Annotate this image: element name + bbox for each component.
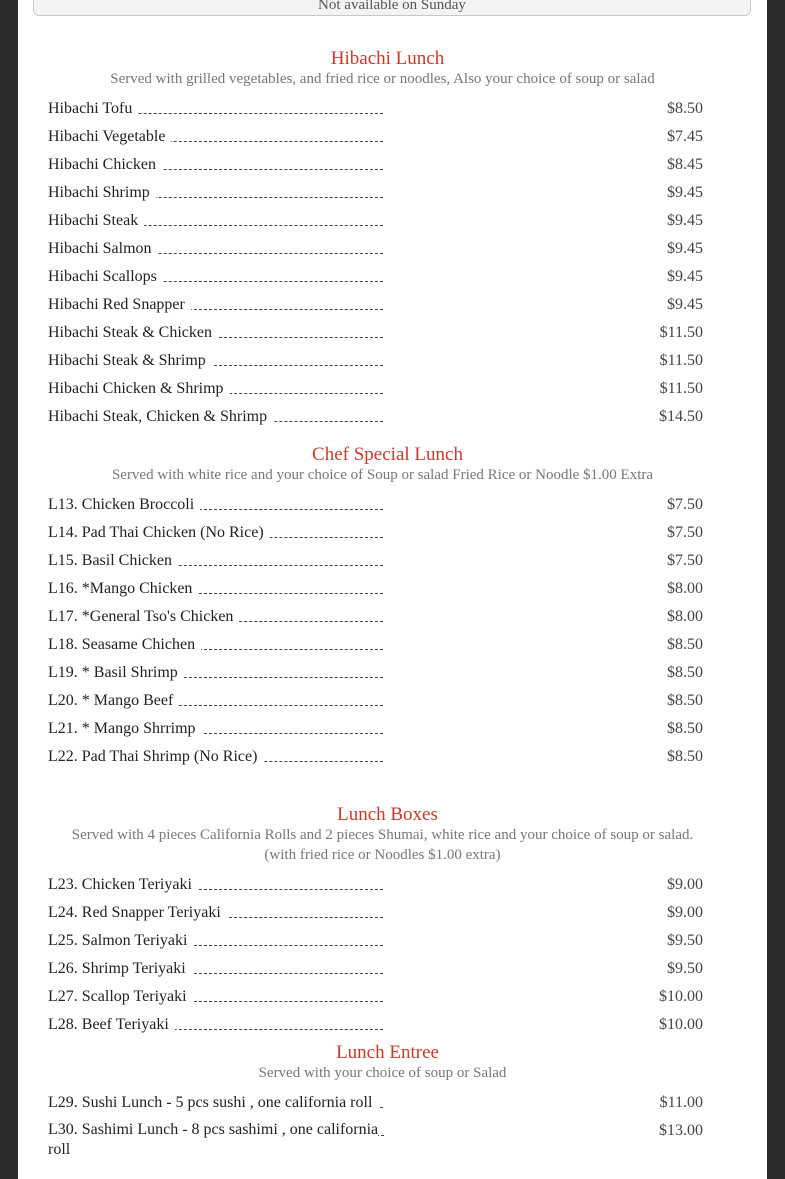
item-price: $10.00 — [659, 1016, 703, 1033]
item-price: $8.50 — [667, 664, 703, 681]
item-price: $11.50 — [659, 380, 703, 397]
item-price: $8.50 — [667, 748, 703, 765]
menu-item — [48, 690, 703, 718]
item-name: L26. Shrimp Teriyaki — [48, 960, 192, 977]
item-name: Hibachi Shrimp — [48, 184, 156, 201]
menu-item — [48, 238, 703, 266]
section-title-hibachi-lunch: Hibachi Lunch — [330, 48, 445, 69]
item-name: Hibachi Steak — [48, 212, 144, 229]
item-price: $8.00 — [667, 580, 703, 597]
item-price: $9.00 — [667, 876, 703, 893]
item-price: $11.50 — [659, 324, 703, 341]
item-price: $11.00 — [659, 1094, 703, 1111]
section-subtitle-lunch-boxes-extra: (with fried rice or Noodles $1.00 extra) — [264, 847, 501, 863]
menu-item — [48, 98, 703, 126]
item-price: $9.50 — [667, 960, 703, 977]
menu-item — [48, 662, 703, 690]
item-price: $7.50 — [667, 524, 703, 541]
item-price: $9.45 — [667, 184, 703, 201]
item-name: L14. Pad Thai Chicken (No Rice) — [48, 524, 270, 541]
item-price: $9.50 — [667, 932, 703, 949]
item-price: $8.00 — [667, 608, 703, 625]
item-name: L20. * Mango Beef — [48, 692, 179, 709]
item-price: $8.50 — [667, 720, 703, 737]
item-price: $9.00 — [667, 904, 703, 921]
menu-item — [48, 406, 703, 434]
availability-notice-text: Not available on Sunday — [318, 0, 466, 13]
section-subtitle-hibachi-lunch: Served with grilled vegetables, and fried rice or noodles, Also your choice of soup or salad — [110, 71, 655, 87]
item-name: L21. * Mango Shrrimp — [48, 720, 202, 737]
item-price: $8.50 — [667, 100, 703, 117]
menu-item — [48, 350, 703, 378]
menu-item — [48, 634, 703, 662]
item-name: L19. * Basil Shrimp — [48, 664, 184, 681]
item-name: L27. Scallop Teriyaki — [48, 988, 193, 1005]
item-name: Hibachi Scallops — [48, 268, 163, 285]
menu-item — [48, 1014, 703, 1042]
menu-item — [48, 746, 703, 774]
item-name: L13. Chicken Broccoli — [48, 496, 200, 513]
menu-item — [48, 718, 703, 746]
menu-item — [48, 182, 703, 210]
item-price: $10.00 — [659, 988, 703, 1005]
item-name: L18. Seasame Chichen — [48, 636, 201, 653]
menu-item — [48, 154, 703, 182]
menu-item — [48, 550, 703, 578]
section-subtitle-lunch-boxes: Served with 4 pieces California Rolls and 2 pieces Shumai, white rice and your choice of soup or salad. — [71, 827, 694, 843]
section-subtitle-chef-special-lunch: Served with white rice and your choice of Soup or salad Fried Rice or Noodle $1.00 Extra — [111, 467, 654, 483]
menu-item — [48, 902, 703, 930]
section-title-lunch-entree: Lunch Entree — [336, 1042, 439, 1063]
item-price: $7.45 — [667, 128, 703, 145]
item-price: $13.00 — [659, 1122, 703, 1139]
item-name: Hibachi Chicken & Shrimp — [48, 380, 230, 397]
item-name: L25. Salmon Teriyaki — [48, 932, 193, 949]
menu-item — [48, 322, 703, 350]
item-name: L29. Sushi Lunch - 5 pcs sushi , one california roll — [48, 1094, 378, 1111]
menu-item — [48, 266, 703, 294]
menu-item — [48, 522, 703, 550]
item-name: L23. Chicken Teriyaki — [48, 876, 198, 893]
item-name: L28. Beef Teriyaki — [48, 1016, 175, 1033]
menu-item — [48, 294, 703, 322]
menu-item — [48, 986, 703, 1014]
item-name: Hibachi Steak & Shrimp — [48, 352, 212, 369]
item-price: $7.50 — [667, 552, 703, 569]
item-name: L22. Pad Thai Shrimp (No Rice) — [48, 748, 263, 765]
item-name: Hibachi Vegetable — [48, 128, 171, 145]
item-price: $9.45 — [667, 296, 703, 313]
item-price: $8.50 — [667, 692, 703, 709]
section-title-chef-special-lunch: Chef Special Lunch — [312, 444, 463, 465]
menu-item — [48, 1092, 703, 1120]
item-name: L30. Sashimi Lunch - 8 pcs sashimi , one california roll — [48, 1121, 379, 1158]
availability-notice — [33, 0, 751, 16]
menu-item — [48, 958, 703, 986]
menu-item — [48, 126, 703, 154]
menu-item — [48, 378, 703, 406]
item-price: $9.45 — [667, 240, 703, 257]
item-name: L24. Red Snapper Teriyaki — [48, 904, 227, 921]
item-name: L17. *General Tso's Chicken — [48, 608, 239, 625]
menu-item — [48, 1120, 703, 1158]
item-name: Hibachi Red Snapper — [48, 296, 191, 313]
item-name: Hibachi Salmon — [48, 240, 158, 257]
item-price: $9.45 — [667, 268, 703, 285]
item-name: Hibachi Steak, Chicken & Shrimp — [48, 408, 273, 425]
item-name: Hibachi Tofu — [48, 100, 138, 117]
menu-item — [48, 874, 703, 902]
menu-panel — [18, 0, 767, 1179]
section-subtitle-lunch-entree: Served with your choice of soup or Salad — [258, 1065, 507, 1081]
item-price: $9.45 — [667, 212, 703, 229]
menu-item — [48, 930, 703, 958]
item-price: $7.50 — [667, 496, 703, 513]
menu-item — [48, 606, 703, 634]
item-price: $14.50 — [659, 408, 703, 425]
menu-item — [48, 210, 703, 238]
menu-item — [48, 578, 703, 606]
section-title-lunch-boxes: Lunch Boxes — [337, 804, 438, 825]
item-price: $8.45 — [667, 156, 703, 173]
menu-item — [48, 494, 703, 522]
item-name: L15. Basil Chicken — [48, 552, 178, 569]
item-name: Hibachi Steak & Chicken — [48, 324, 218, 341]
item-name: Hibachi Chicken — [48, 156, 162, 173]
item-price: $11.50 — [659, 352, 703, 369]
item-name: L16. *Mango Chicken — [48, 580, 198, 597]
item-price: $8.50 — [667, 636, 703, 653]
